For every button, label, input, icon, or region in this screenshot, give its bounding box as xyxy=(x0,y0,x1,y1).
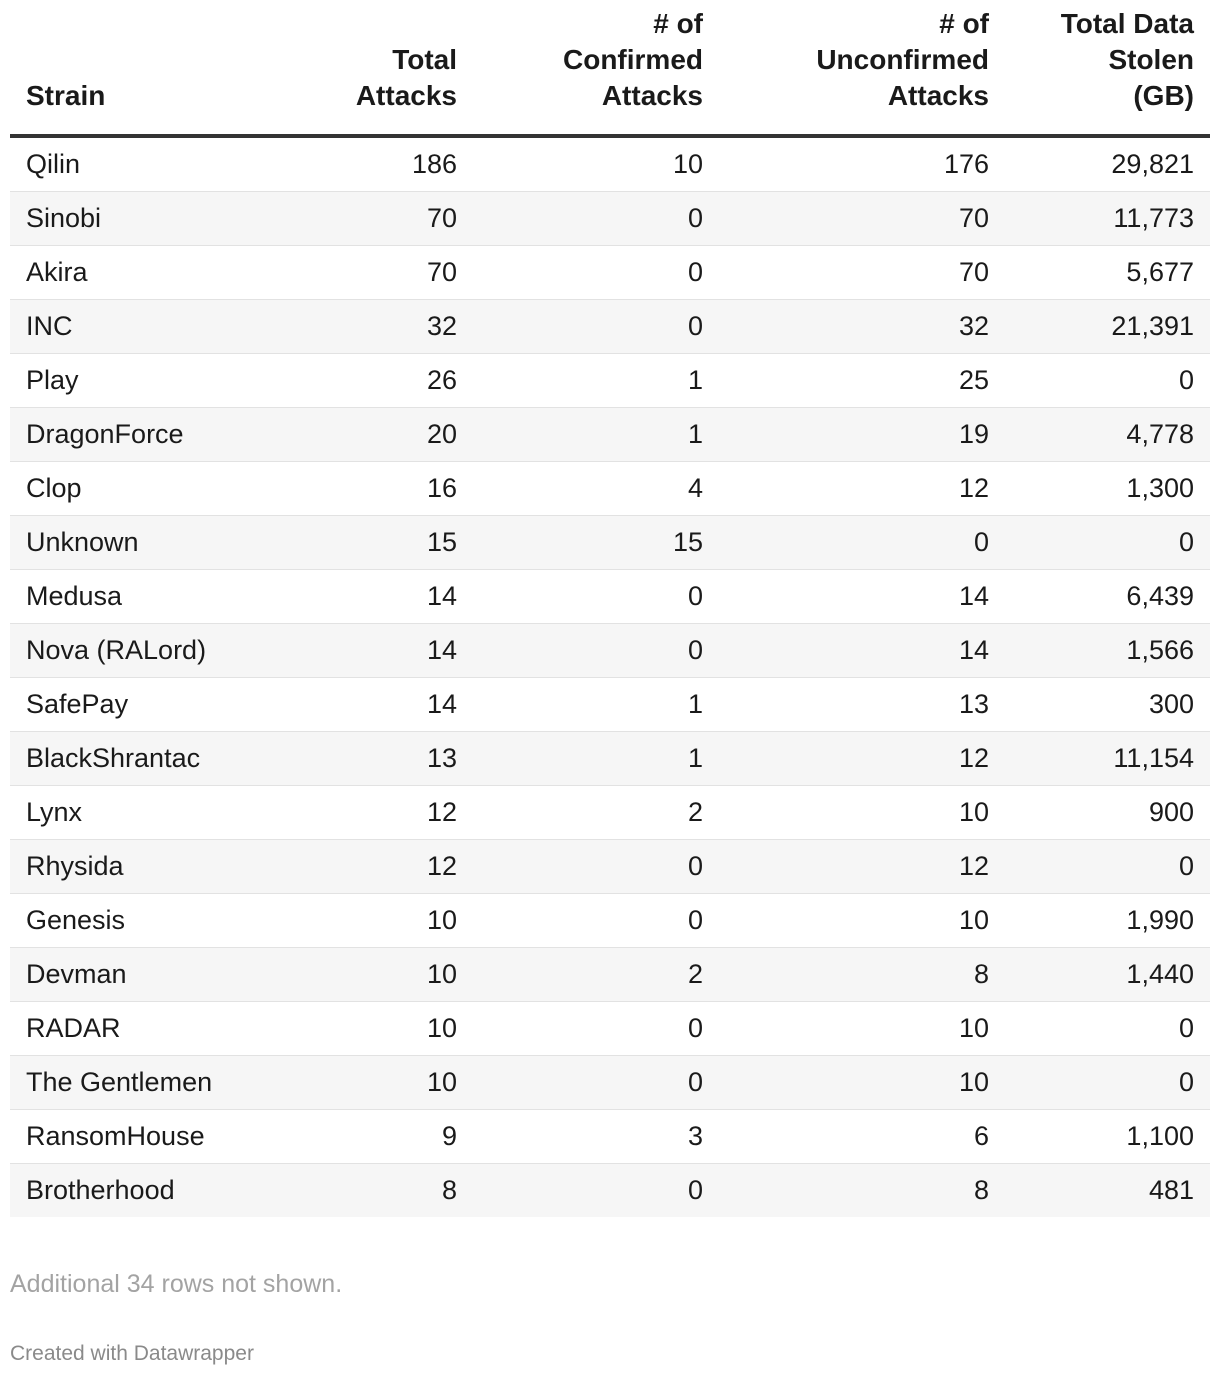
cell-strain: RADAR xyxy=(10,1002,285,1056)
cell-strain: The Gentlemen xyxy=(10,1056,285,1110)
cell-unconfirmed-attacks: 10 xyxy=(719,786,1005,840)
cell-total-data-stolen: 300 xyxy=(1005,678,1210,732)
cell-unconfirmed-attacks: 70 xyxy=(719,246,1005,300)
cell-total-attacks: 186 xyxy=(285,136,473,192)
cell-confirmed-attacks: 15 xyxy=(473,516,719,570)
cell-total-attacks: 70 xyxy=(285,246,473,300)
cell-total-data-stolen: 21,391 xyxy=(1005,300,1210,354)
cell-unconfirmed-attacks: 10 xyxy=(719,894,1005,948)
cell-unconfirmed-attacks: 14 xyxy=(719,570,1005,624)
cell-total-attacks: 14 xyxy=(285,570,473,624)
cell-strain: BlackShrantac xyxy=(10,732,285,786)
cell-total-data-stolen: 11,154 xyxy=(1005,732,1210,786)
cell-total-data-stolen: 481 xyxy=(1005,1164,1210,1218)
cell-unconfirmed-attacks: 25 xyxy=(719,354,1005,408)
table-row xyxy=(10,136,1210,192)
column-header-strain[interactable]: Strain xyxy=(10,0,285,136)
cell-total-data-stolen: 0 xyxy=(1005,354,1210,408)
cell-total-data-stolen: 0 xyxy=(1005,1056,1210,1110)
cell-unconfirmed-attacks: 0 xyxy=(719,516,1005,570)
cell-confirmed-attacks: 3 xyxy=(473,1110,719,1164)
table-row xyxy=(10,1002,1210,1056)
cell-total-data-stolen: 11,773 xyxy=(1005,192,1210,246)
cell-unconfirmed-attacks: 8 xyxy=(719,1164,1005,1218)
cell-unconfirmed-attacks: 12 xyxy=(719,462,1005,516)
cell-total-attacks: 12 xyxy=(285,786,473,840)
cell-total-data-stolen: 5,677 xyxy=(1005,246,1210,300)
cell-confirmed-attacks: 1 xyxy=(473,678,719,732)
cell-total-attacks: 8 xyxy=(285,1164,473,1218)
cell-strain: Nova (RALord) xyxy=(10,624,285,678)
cell-total-attacks: 12 xyxy=(285,840,473,894)
cell-total-attacks: 9 xyxy=(285,1110,473,1164)
cell-strain: Rhysida xyxy=(10,840,285,894)
cell-total-attacks: 10 xyxy=(285,948,473,1002)
cell-unconfirmed-attacks: 176 xyxy=(719,136,1005,192)
cell-total-attacks: 16 xyxy=(285,462,473,516)
cell-strain: Sinobi xyxy=(10,192,285,246)
cell-unconfirmed-attacks: 19 xyxy=(719,408,1005,462)
rows-not-shown-note: Additional 34 rows not shown. xyxy=(10,1270,343,1298)
cell-total-attacks: 10 xyxy=(285,1002,473,1056)
cell-total-attacks: 13 xyxy=(285,732,473,786)
table-row xyxy=(10,624,1210,678)
cell-total-attacks: 10 xyxy=(285,1056,473,1110)
table-row xyxy=(10,354,1210,408)
cell-total-data-stolen: 1,566 xyxy=(1005,624,1210,678)
cell-confirmed-attacks: 1 xyxy=(473,732,719,786)
cell-total-attacks: 26 xyxy=(285,354,473,408)
cell-confirmed-attacks: 1 xyxy=(473,354,719,408)
cell-total-attacks: 10 xyxy=(285,894,473,948)
table-row xyxy=(10,192,1210,246)
cell-strain: Medusa xyxy=(10,570,285,624)
cell-total-data-stolen: 4,778 xyxy=(1005,408,1210,462)
cell-total-data-stolen: 900 xyxy=(1005,786,1210,840)
cell-confirmed-attacks: 10 xyxy=(473,136,719,192)
cell-strain: Akira xyxy=(10,246,285,300)
cell-strain: Brotherhood xyxy=(10,1164,285,1218)
cell-confirmed-attacks: 0 xyxy=(473,894,719,948)
cell-total-attacks: 20 xyxy=(285,408,473,462)
cell-unconfirmed-attacks: 6 xyxy=(719,1110,1005,1164)
cell-confirmed-attacks: 0 xyxy=(473,192,719,246)
cell-confirmed-attacks: 2 xyxy=(473,786,719,840)
table-row xyxy=(10,678,1210,732)
cell-unconfirmed-attacks: 70 xyxy=(719,192,1005,246)
cell-total-attacks: 14 xyxy=(285,678,473,732)
cell-confirmed-attacks: 0 xyxy=(473,570,719,624)
cell-strain: Genesis xyxy=(10,894,285,948)
data-table-container xyxy=(10,0,1210,1217)
cell-unconfirmed-attacks: 13 xyxy=(719,678,1005,732)
cell-confirmed-attacks: 0 xyxy=(473,1056,719,1110)
table-row xyxy=(10,570,1210,624)
table-row xyxy=(10,408,1210,462)
table-row xyxy=(10,1164,1210,1218)
cell-unconfirmed-attacks: 10 xyxy=(719,1002,1005,1056)
cell-total-data-stolen: 0 xyxy=(1005,840,1210,894)
cell-unconfirmed-attacks: 10 xyxy=(719,1056,1005,1110)
table-body xyxy=(10,136,1210,1217)
cell-total-data-stolen: 0 xyxy=(1005,516,1210,570)
table-row xyxy=(10,1110,1210,1164)
cell-strain: Qilin xyxy=(10,136,285,192)
cell-unconfirmed-attacks: 8 xyxy=(719,948,1005,1002)
cell-total-data-stolen: 1,440 xyxy=(1005,948,1210,1002)
cell-confirmed-attacks: 0 xyxy=(473,300,719,354)
cell-confirmed-attacks: 2 xyxy=(473,948,719,1002)
table-row xyxy=(10,1056,1210,1110)
table-row xyxy=(10,246,1210,300)
column-header-total-data-stolen[interactable]: Total Data Stolen (GB) xyxy=(1005,0,1210,136)
cell-total-data-stolen: 0 xyxy=(1005,1002,1210,1056)
table-row xyxy=(10,516,1210,570)
table-header-row xyxy=(10,0,1210,136)
ransomware-strain-table xyxy=(10,0,1210,1217)
cell-total-attacks: 70 xyxy=(285,192,473,246)
cell-confirmed-attacks: 0 xyxy=(473,246,719,300)
column-header-total-attacks[interactable]: Total Attacks xyxy=(285,0,473,136)
cell-unconfirmed-attacks: 14 xyxy=(719,624,1005,678)
cell-confirmed-attacks: 0 xyxy=(473,1002,719,1056)
table-row xyxy=(10,840,1210,894)
cell-total-data-stolen: 29,821 xyxy=(1005,136,1210,192)
cell-strain: Unknown xyxy=(10,516,285,570)
table-row xyxy=(10,894,1210,948)
cell-unconfirmed-attacks: 32 xyxy=(719,300,1005,354)
column-header-confirmed-attacks[interactable]: # of Confirmed Attacks xyxy=(473,0,719,136)
cell-strain: RansomHouse xyxy=(10,1110,285,1164)
cell-confirmed-attacks: 0 xyxy=(473,624,719,678)
table-row xyxy=(10,732,1210,786)
cell-total-attacks: 32 xyxy=(285,300,473,354)
cell-unconfirmed-attacks: 12 xyxy=(719,732,1005,786)
cell-strain: Play xyxy=(10,354,285,408)
table-row xyxy=(10,300,1210,354)
cell-confirmed-attacks: 0 xyxy=(473,1164,719,1218)
cell-strain: Devman xyxy=(10,948,285,1002)
cell-confirmed-attacks: 1 xyxy=(473,408,719,462)
cell-total-data-stolen: 6,439 xyxy=(1005,570,1210,624)
column-header-unconfirmed-attacks[interactable]: # of Unconfirmed Attacks xyxy=(719,0,1005,136)
cell-strain: DragonForce xyxy=(10,408,285,462)
cell-total-attacks: 15 xyxy=(285,516,473,570)
table-row xyxy=(10,948,1210,1002)
cell-strain: Clop xyxy=(10,462,285,516)
cell-unconfirmed-attacks: 12 xyxy=(719,840,1005,894)
cell-total-data-stolen: 1,990 xyxy=(1005,894,1210,948)
cell-strain: INC xyxy=(10,300,285,354)
datawrapper-credit: Created with Datawrapper xyxy=(10,1342,254,1365)
cell-total-data-stolen: 1,100 xyxy=(1005,1110,1210,1164)
cell-confirmed-attacks: 4 xyxy=(473,462,719,516)
cell-confirmed-attacks: 0 xyxy=(473,840,719,894)
cell-strain: Lynx xyxy=(10,786,285,840)
cell-total-data-stolen: 1,300 xyxy=(1005,462,1210,516)
table-row xyxy=(10,786,1210,840)
cell-total-attacks: 14 xyxy=(285,624,473,678)
cell-strain: SafePay xyxy=(10,678,285,732)
table-row xyxy=(10,462,1210,516)
